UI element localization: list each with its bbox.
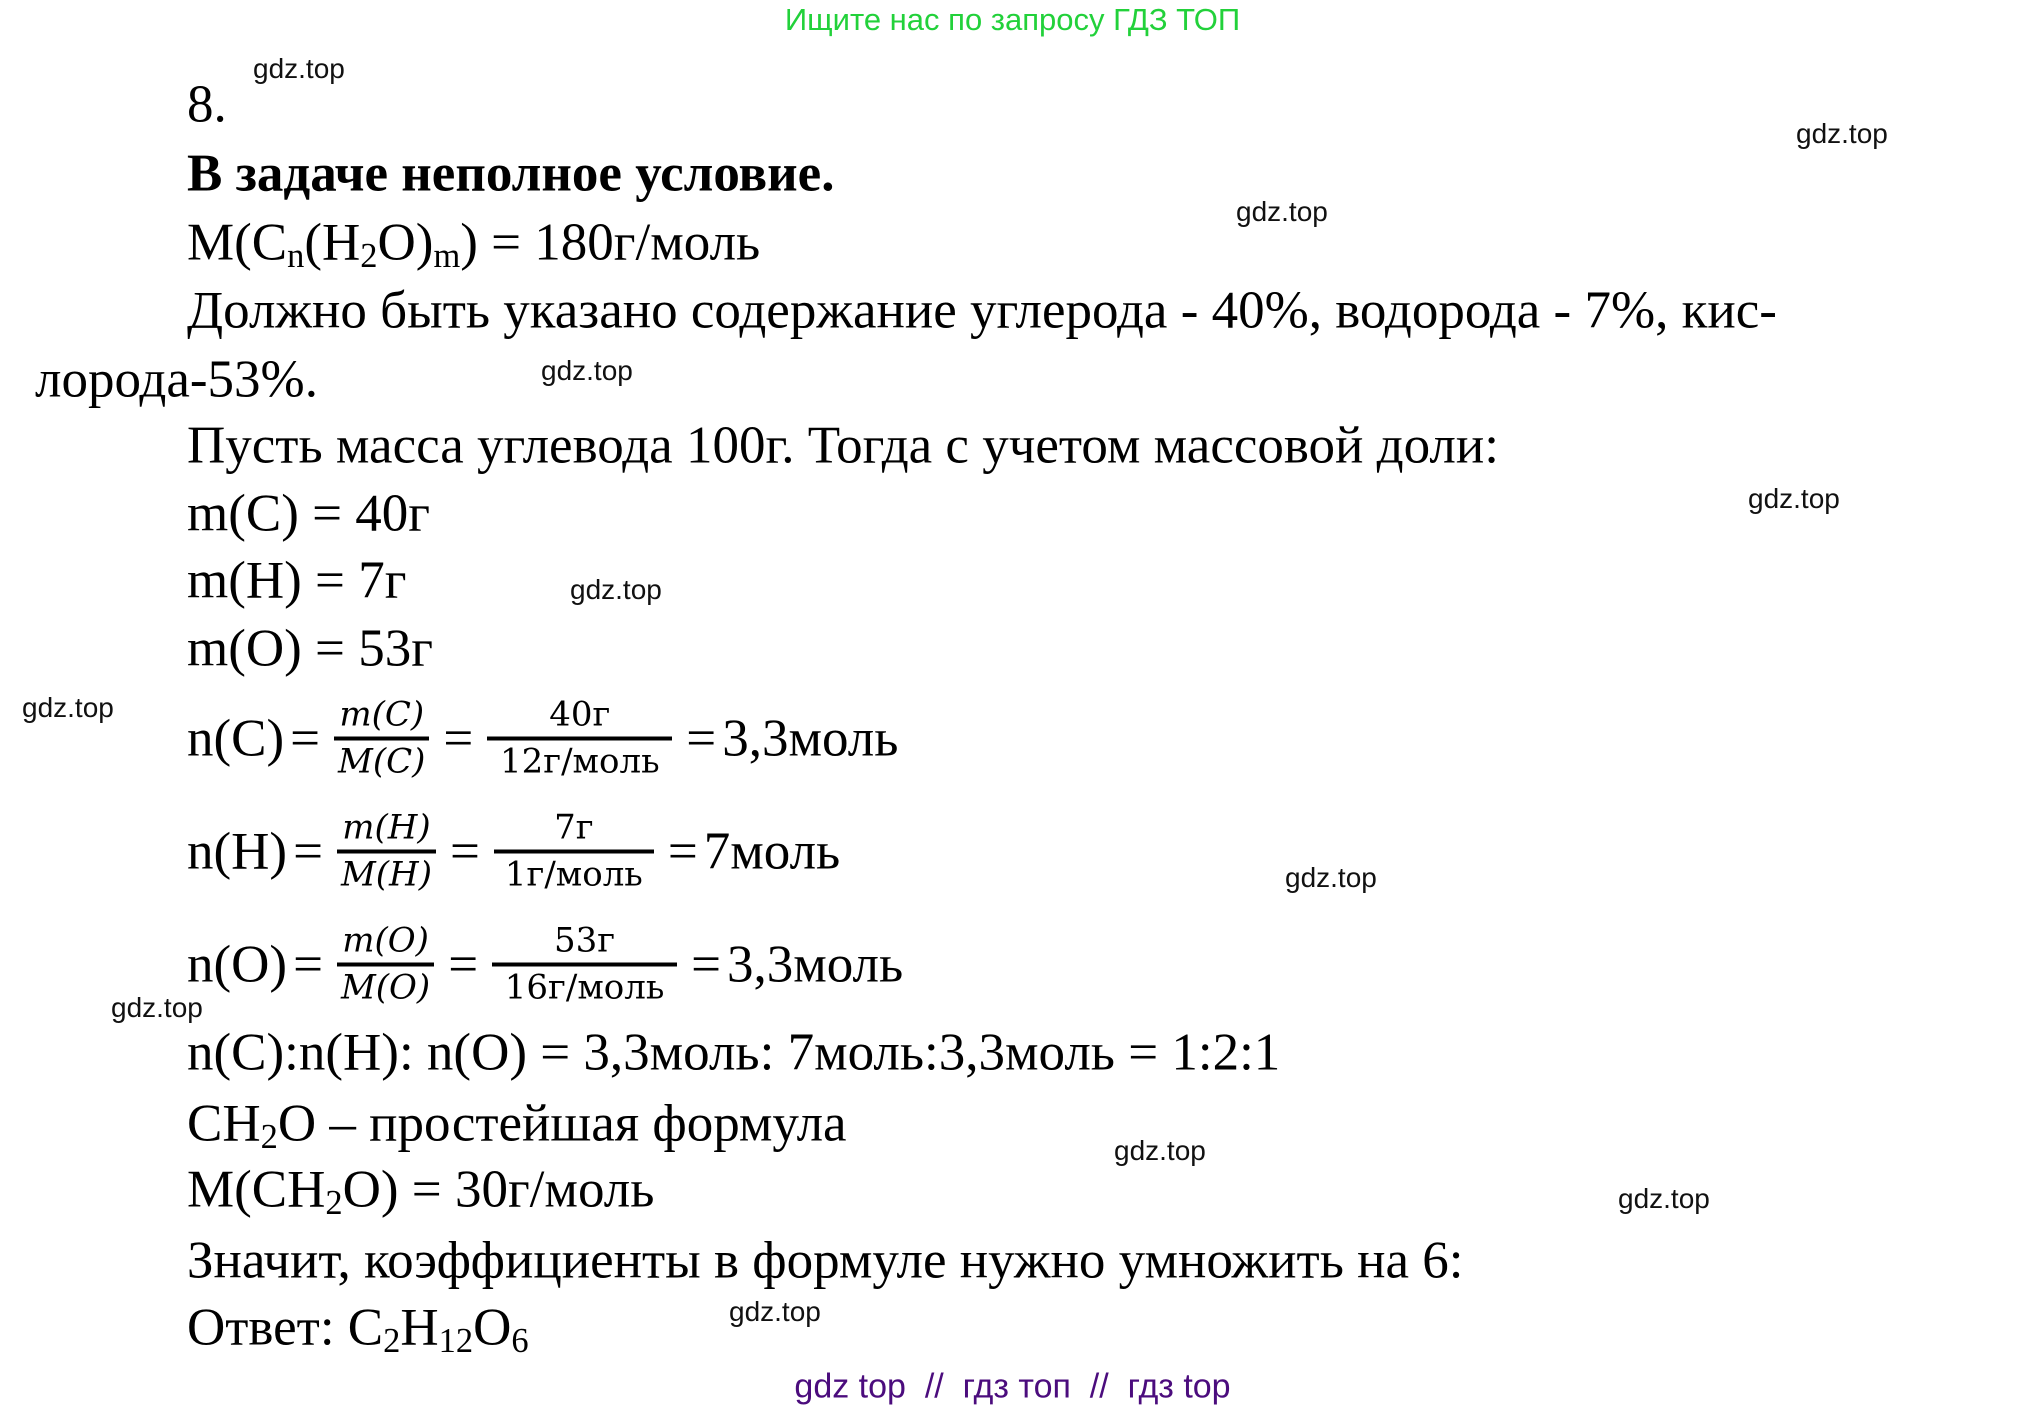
mole-ratio-line: n(C):n(H): n(O) = 3,3моль: 7моль:3,3моль = 1:2:1 — [187, 1023, 1281, 1082]
watermark: gdz.top — [253, 53, 345, 84]
condition-line-2: лорода-53%. — [35, 350, 318, 409]
moles-carbon-equation: n(C) = $\frac{m(C)}{M(C)}$ = $\frac{40г}{\text{12г/моль}}$ = 3,3моль — [187, 694, 899, 781]
mass-oxygen: m(O) = 53г — [187, 619, 433, 678]
watermark: gdz.top — [541, 355, 633, 386]
watermark: gdz.top — [1618, 1183, 1710, 1214]
footer-links[interactable]: gdz top // гдз топ // гдз top — [794, 1367, 1231, 1406]
watermark: gdz.top — [1114, 1135, 1206, 1166]
moles-hydrogen-equation: n(H) = $\frac{m(H)}{M(H)}$ = $\frac{7г}{\text{1г/моль}}$ = 7моль — [187, 807, 841, 894]
watermark: gdz.top — [111, 992, 203, 1023]
moles-oxygen-equation: n(O) = $\frac{m(O)}{M(O)}$ = $\frac{53г}{\text{16г/моль}}$ = 3,3моль — [187, 920, 904, 1007]
assumption-line: Пусть масса углевода 100г. Тогда с учетом массовой доли: — [187, 416, 1499, 475]
simplest-formula-line: $CH_2O$ – простейшая формула — [187, 1094, 847, 1157]
simplest-molar-mass-line: $M(CH_2O)$ = 30г/моль — [187, 1160, 655, 1223]
watermark: gdz.top — [1236, 196, 1328, 227]
mass-hydrogen: m(H) = 7г — [187, 551, 407, 610]
answer-line: Ответ: $C_2H_{12}O_6$ — [187, 1298, 529, 1361]
watermark: gdz.top — [570, 574, 662, 605]
problem-title: В задаче неполное условие. — [187, 144, 835, 203]
problem-number: 8. — [187, 75, 227, 134]
condition-line-1: Должно быть указано содержание углерода - 40%, водорода - 7%, кис- — [187, 281, 1777, 340]
watermark: gdz.top — [22, 692, 114, 723]
watermark: gdz.top — [729, 1296, 821, 1327]
watermark: gdz.top — [1748, 483, 1840, 514]
mass-carbon: m(C) = 40г — [187, 484, 431, 543]
watermark: gdz.top — [1796, 118, 1888, 149]
conclusion-line: Значит, коэффициенты в формуле нужно умножить на 6: — [187, 1231, 1464, 1290]
watermark: gdz.top — [1285, 862, 1377, 893]
molar-mass-line: $M(C_n(H_2O)_m)$ = 180г/моль — [187, 213, 761, 276]
search-hint-banner: Ищите нас по запросу ГДЗ ТОП — [784, 2, 1241, 37]
